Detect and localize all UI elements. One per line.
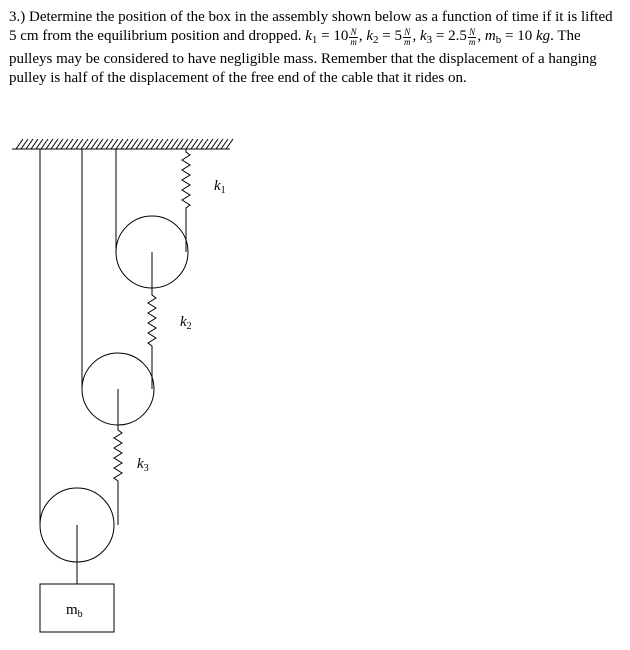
label-k1: $k_1$ <box>214 178 226 196</box>
k1-unit-num: N <box>350 27 357 37</box>
label-box: $m_b$ <box>66 602 83 620</box>
k3-symbol: k <box>419 28 427 44</box>
mass-symbol: m <box>484 28 496 44</box>
k3-subscript: 3 <box>426 34 433 46</box>
label-k3: $k_3$ <box>137 456 149 474</box>
k1-unit-den: m <box>350 37 357 47</box>
k3-unit-den: m <box>468 37 476 47</box>
k3-value: 2.5 <box>448 28 467 44</box>
k1-value: 10 <box>333 28 349 44</box>
k1-subscript: 1 <box>311 34 318 46</box>
mass-unit: kg <box>535 28 551 44</box>
mass-value: 10 <box>517 28 533 44</box>
problem-intro: 3.) Determine the position of the box in the assembly shown below as a function of time if it is lifted 5 cm from the equilibrium position and dropped. <box>9 9 613 44</box>
k2-value: 5 <box>394 28 402 44</box>
spring-k1 <box>182 149 190 218</box>
k1-symbol: k <box>305 28 312 44</box>
spring-k2 <box>148 290 156 355</box>
problem-paragraph: 3.) Determine the position of the box in the assembly shown below as a function of time if it is lifted 5 cm from the equilibrium position and dropped. $k_1 = 10$ $\frac{N}{m}$ , $k_2 = 5$ $\frac{N}{m}$ , $k_3 = 2.5$ $\frac{N}{m}$ , $m_b = 10$ kg. The pulleys may be considered to have negligible mass. Remember that the displacement of a hanging pulley is half of the displacement of the free end of the cable that it rides on. <box>9 9 613 86</box>
mass-subscript: b <box>495 34 502 46</box>
k2-subscript: 2 <box>373 34 379 46</box>
spring-k3 <box>114 425 122 490</box>
k2-unit-num: N <box>404 27 411 37</box>
problem-closing: The pulleys may be considered to have negligible mass. Remember that the displacement of a hanging pulley is half of the displacement of the free end of the cable that it rides on. <box>9 28 597 86</box>
k2-symbol: k <box>366 28 374 44</box>
k2-unit-den: m <box>403 37 411 47</box>
k3-unit-num: N <box>469 27 476 37</box>
ceiling-hatch <box>12 139 233 149</box>
label-k2: $k_2$ <box>180 314 192 332</box>
